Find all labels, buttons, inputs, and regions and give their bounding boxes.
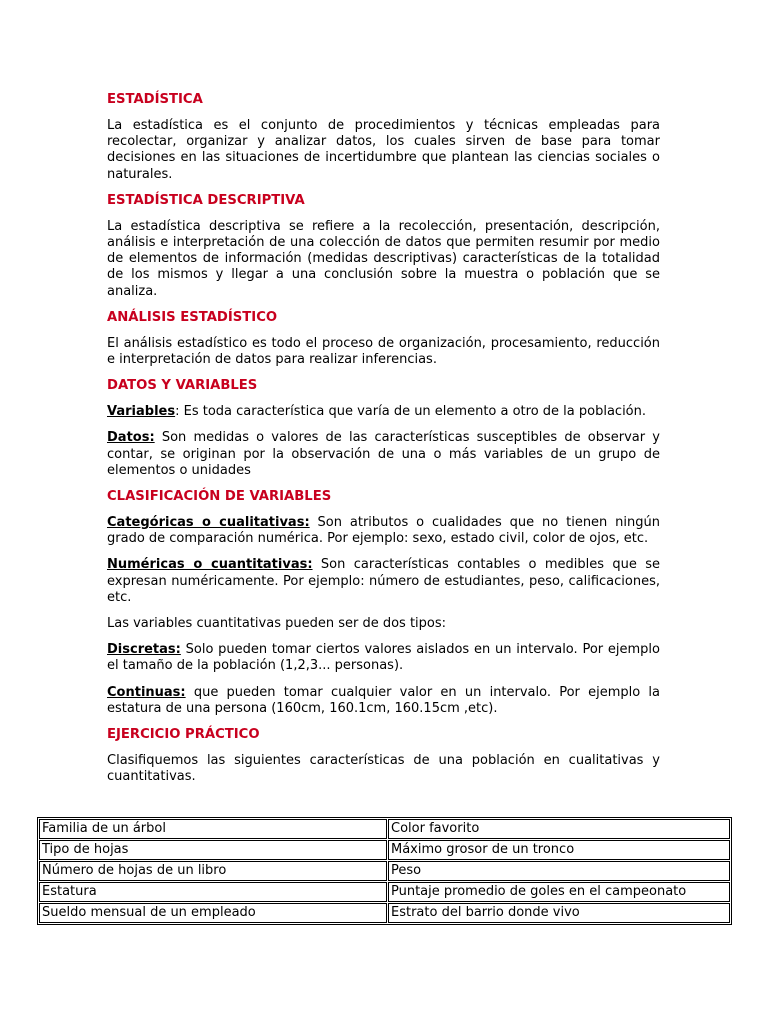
paragraph-text: La estadística descriptiva se refiere a la recolección, presentación, descripción, análisis e interpretación de una colección de datos que permiten resumir por medio de elementos de información (medidas descriptivas) características de la totalidad de los mismos y llegar a una conclusión sobre la muestra o población que se analiza. (107, 218, 660, 299)
exercise-table-container (37, 817, 732, 925)
document-body (107, 92, 660, 795)
term-variables: Variables (107, 404, 176, 420)
table-cell: Estrato del barrio donde vivo (388, 903, 730, 923)
paragraph (107, 118, 660, 183)
heading-estadistica: ESTADÍSTICA (107, 92, 203, 107)
paragraph-text: Clasifiquemos las siguientes características de una población en cualitativas y cuantitativas. (107, 753, 660, 785)
table-cell: Sueldo mensual de un empleado (39, 903, 387, 923)
paragraph (107, 753, 660, 785)
heading-clasificacion-de-variables: CLASIFICACIÓN DE VARIABLES (107, 489, 332, 505)
definition-text: Son atributos o cualidades que no tienen ningún grado de comparación numérica. Por ejemplo: sexo, estado civil, color de ojos, etc. (107, 515, 661, 547)
table-cell: Color favorito (388, 819, 730, 839)
table-cell: Máximo grosor de un tronco (388, 840, 730, 860)
table-cell: Estatura (39, 882, 387, 902)
table-cell: Número de hojas de un libro (39, 861, 387, 881)
definition-text: : Es toda característica que varía de un elemento a otro de la población. (175, 404, 647, 420)
paragraph-text: La estadística es el conjunto de procedimientos y técnicas empleadas para recolectar, organizar y analizar datos, los cuales sirven de base para tomar decisiones en las situaciones de incertidumbre que plantean las ciencias sociales o naturales. (107, 118, 660, 182)
table-cell: Puntaje promedio de goles en el campeonato (388, 882, 730, 902)
table-cell: Peso (388, 861, 730, 881)
definition-numericas (107, 557, 660, 606)
heading-analisis-estadistico: ANÁLISIS ESTADÍSTICO (107, 309, 278, 325)
paragraph-text: El análisis estadístico es todo el proceso de organización, procesamiento, reducción e interpretación de datos para realizar inferencias. (107, 335, 660, 368)
definition-text: Solo pueden tomar ciertos valores aislados en un intervalo. Por ejemplo el tamaño de la población (1,2,3... personas). (107, 642, 660, 674)
table-row (39, 903, 730, 923)
term-discretas: Discretas: (107, 642, 181, 658)
heading-estadistica-descriptiva: ESTADÍSTICA DESCRIPTIVA (107, 192, 305, 208)
table-row (39, 819, 730, 839)
definition-text: Son características contables o medibles que se expresan numéricamente. Por ejemplo: número de estudiantes, peso, calificaciones, etc. (107, 557, 660, 605)
paragraph (107, 616, 660, 632)
term-numericas: Numéricas o cuantitativas: (107, 557, 313, 573)
definition-text: que pueden tomar cualquier valor en un intervalo. Por ejemplo la estatura de una persona (160cm, 160.1cm, 160.15cm ,etc). (107, 684, 660, 716)
paragraph (107, 219, 660, 300)
paragraph-text: Las variables cuantitativas pueden ser de dos tipos: (107, 616, 447, 632)
term-continuas: Continuas: (107, 684, 186, 700)
table-row (39, 861, 730, 881)
term-categoricas: Categóricas o cualitativas: (107, 515, 310, 531)
term-datos: Datos: (107, 430, 155, 446)
definition-text: Son medidas o valores de las características susceptibles de observar y contar, se originan por la observación de una o más variables de un grupo de elementos o unidades (107, 430, 660, 478)
heading-ejercicio-practico: EJERCICIO PRÁCTICO (107, 727, 260, 743)
heading-datos-y-variables: DATOS Y VARIABLES (107, 378, 258, 394)
paragraph (107, 336, 660, 368)
table-row (39, 882, 730, 902)
definition-categoricas (107, 515, 660, 547)
definition-datos (107, 430, 660, 479)
definition-variables (107, 404, 660, 420)
definition-discretas (107, 642, 660, 674)
exercise-table (37, 817, 732, 925)
table-cell: Tipo de hojas (39, 840, 387, 860)
definition-continuas (107, 685, 660, 717)
table-row (39, 840, 730, 860)
table-cell: Familia de un árbol (39, 819, 387, 839)
